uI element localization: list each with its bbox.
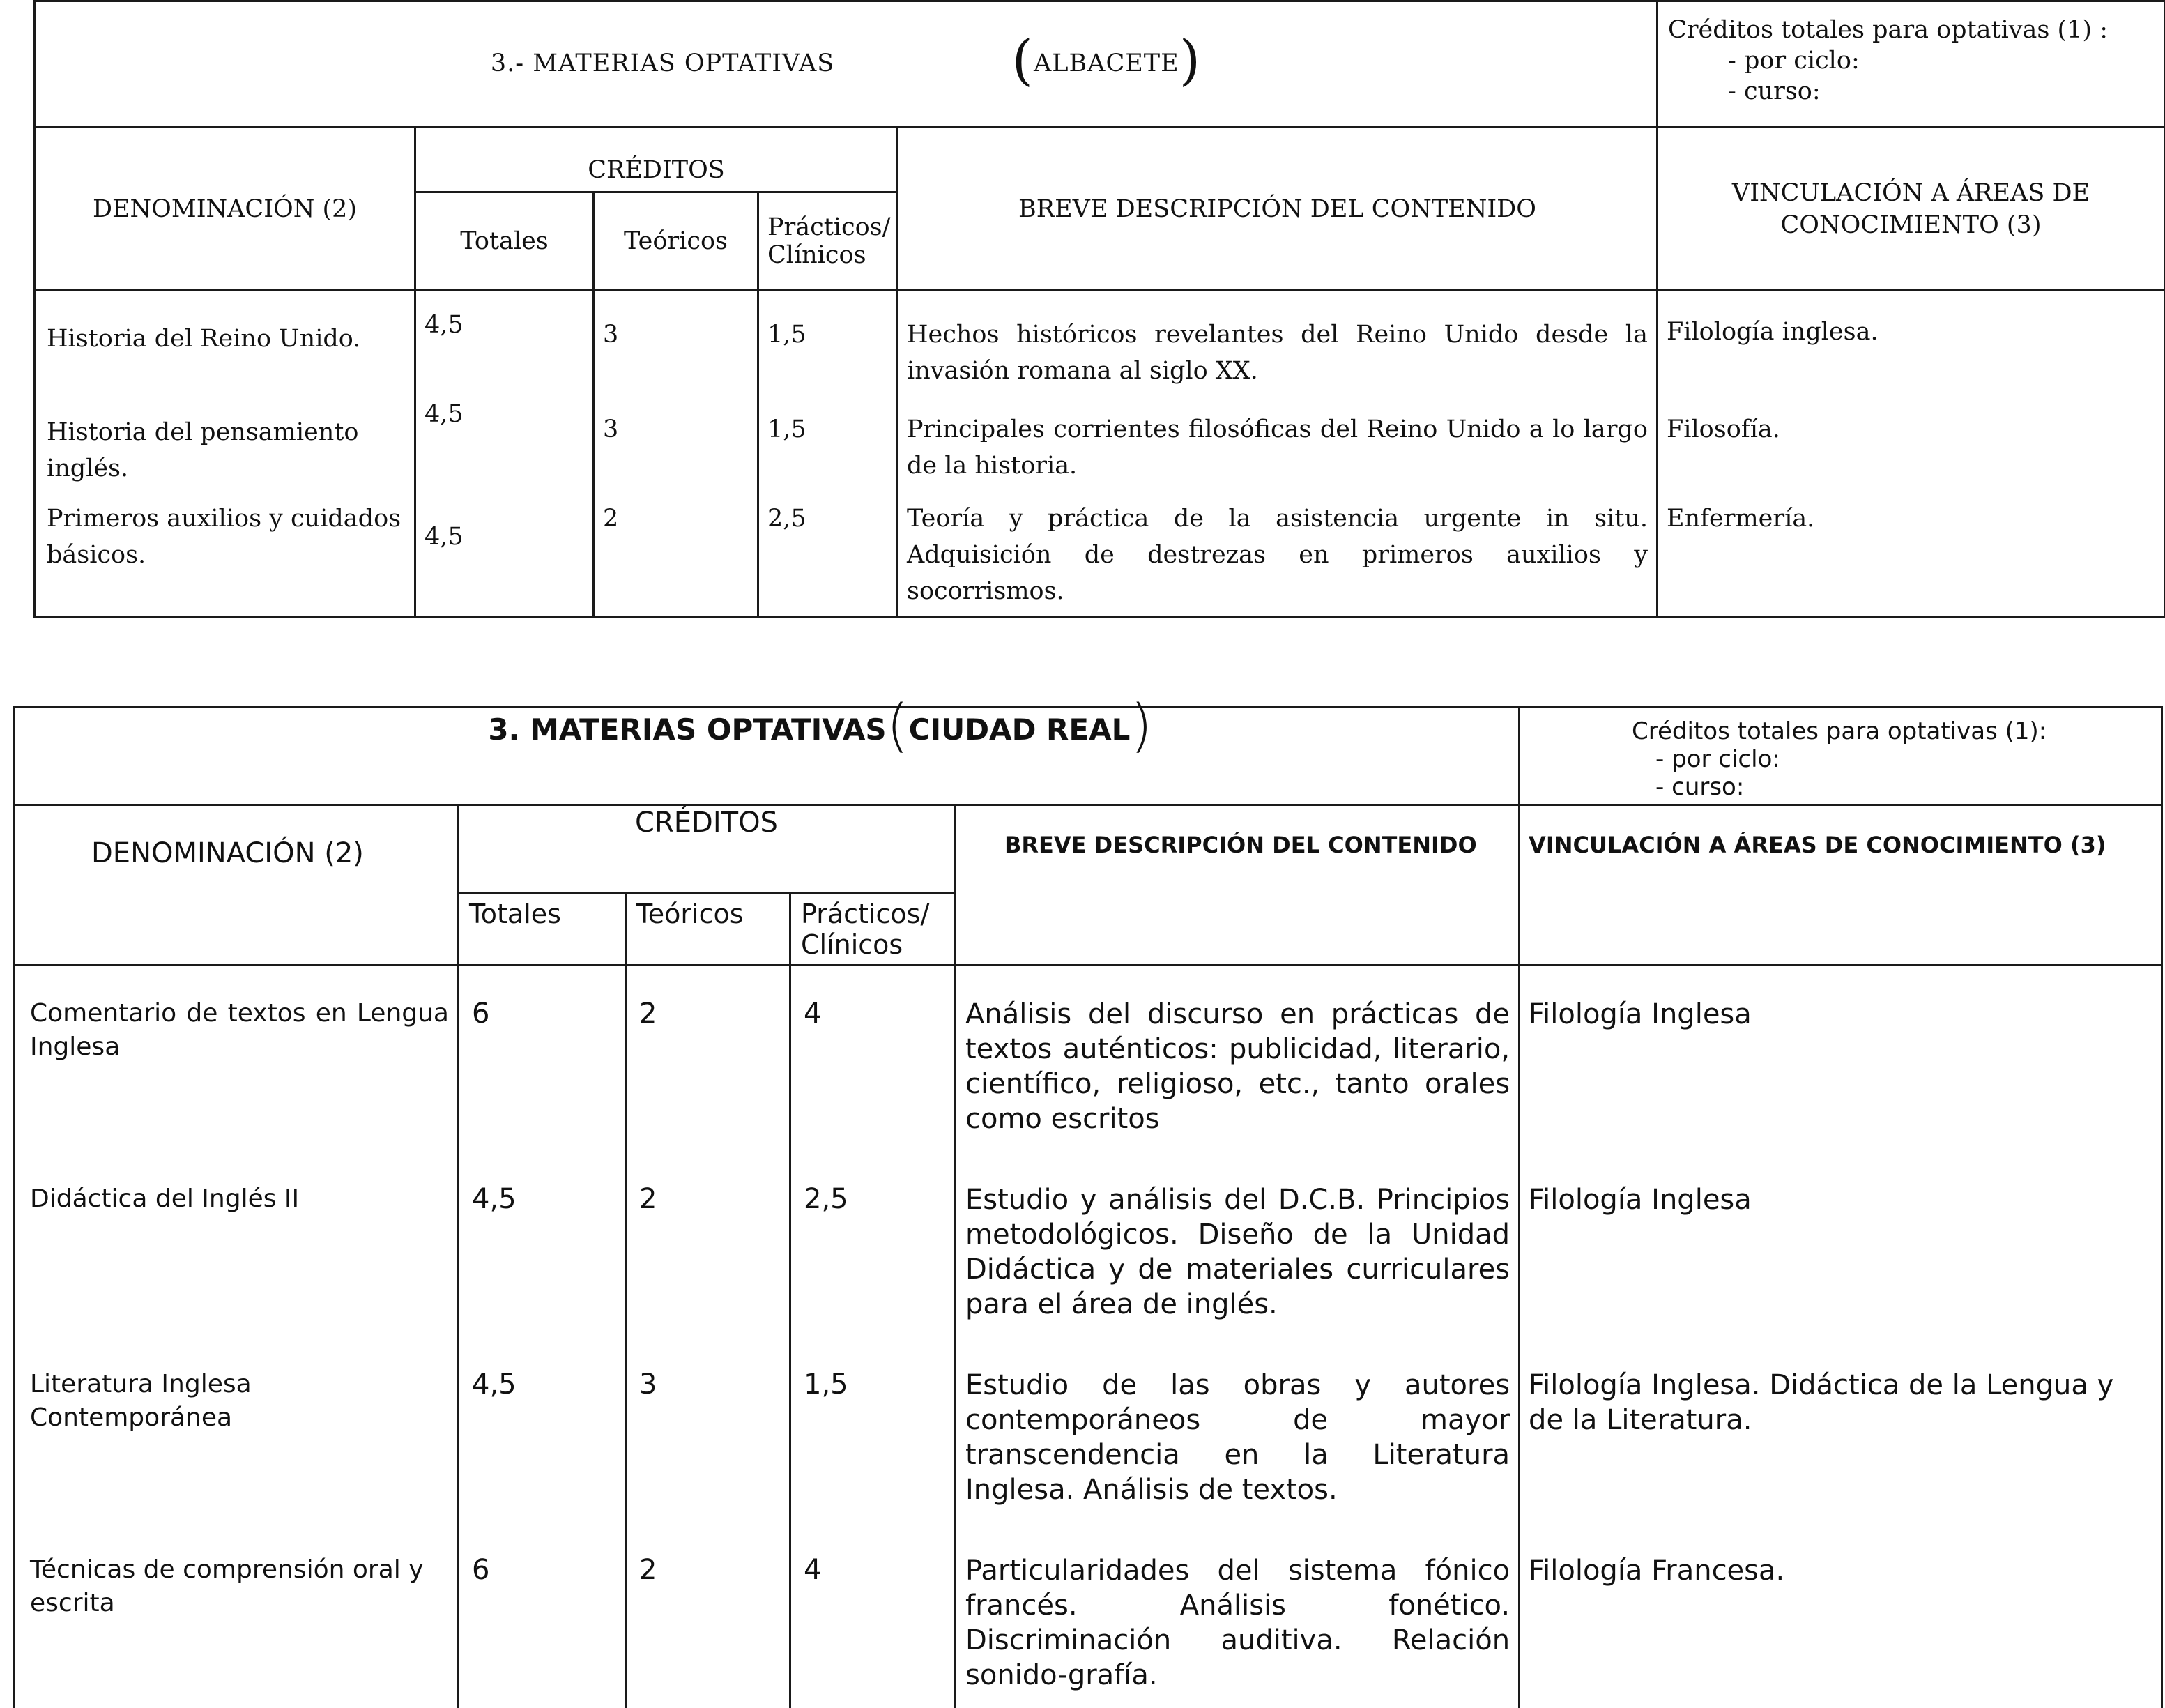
ciudad-real-row	[14, 1152, 2162, 1337]
albacete-row2-teoricos: 3	[594, 396, 758, 498]
ciudad-real-header-denominacion: DENOMINACIÓN (2)	[14, 805, 459, 966]
albacete-title-cell	[35, 1, 1658, 128]
albacete-header-denominacion: DENOMINACIÓN (2)	[35, 128, 415, 291]
ciudad-real-table	[13, 692, 2163, 1708]
ciudad-real-row1-teoricos: 2	[626, 966, 790, 1152]
ciudad-real-campus: CIUDAD REAL	[908, 712, 1131, 747]
ciudad-real-row2-vinculacion: Filología Inglesa	[1520, 1152, 2162, 1337]
albacete-title: 3.- MATERIAS OPTATIVAS	[490, 49, 835, 78]
albacete-row	[35, 396, 2165, 498]
ciudad-real-row3-totales: 4,5	[459, 1337, 626, 1523]
albacete-header-teoricos: Teóricos	[594, 192, 758, 291]
ciudad-real-header-practicos-1: Prácticos/	[801, 899, 930, 929]
albacete-row3-denominacion: Primeros auxilios y cuidados básicos.	[35, 498, 415, 618]
ciudad-real-header-vinculacion: VINCULACIÓN A ÁREAS DE CONOCIMIENTO (3)	[1520, 805, 2162, 966]
albacete-row2-totales: 4,5	[415, 396, 594, 498]
albacete-header-descripcion: BREVE DESCRIPCIÓN DEL CONTENIDO	[898, 128, 1658, 291]
ciudad-real-row3-denominacion: Literatura Inglesa Contemporánea	[14, 1337, 459, 1523]
ciudad-real-row3-practicos: 1,5	[790, 1337, 955, 1523]
ciudad-real-row2-practicos: 2,5	[790, 1152, 955, 1337]
albacete-header-creditos: CRÉDITOS	[415, 128, 898, 192]
albacete-row	[35, 498, 2165, 618]
ciudad-real-row	[14, 966, 2162, 1152]
albacete-header-vinculacion-1: VINCULACIÓN A ÁREAS DE	[1731, 178, 2090, 207]
albacete-credits-box	[1658, 1, 2165, 128]
albacete-header-vinculacion-2: CONOCIMIENTO (3)	[1780, 211, 2042, 239]
ciudad-real-header-creditos: CRÉDITOS	[459, 805, 955, 894]
ciudad-real-row	[14, 1337, 2162, 1523]
ciudad-real-row4-vinculacion: Filología Francesa.	[1520, 1523, 2162, 1708]
ciudad-real-credits-line3: - curso:	[1655, 773, 1745, 801]
albacete-row1-denominacion: Historia del Reino Unido.	[35, 291, 415, 397]
ciudad-real-row1-denominacion: Comentario de textos en Lengua Inglesa	[14, 966, 459, 1152]
ciudad-real-row4-teoricos: 2	[626, 1523, 790, 1708]
albacete-row2-practicos: 1,5	[758, 396, 898, 498]
ciudad-real-row1-totales: 6	[459, 966, 626, 1152]
albacete-campus: ALBACETE	[1033, 49, 1179, 78]
ciudad-real-header-teoricos: Teóricos	[626, 894, 790, 966]
albacete-row	[35, 291, 2165, 397]
ciudad-real-credits-box	[1520, 707, 2162, 805]
albacete-row1-totales: 4,5	[415, 291, 594, 397]
albacete-header-practicos-1: Prácticos/	[767, 213, 891, 241]
albacete-header-practicos	[758, 192, 898, 291]
albacete-header-totales: Totales	[415, 192, 594, 291]
albacete-row1-teoricos: 3	[594, 291, 758, 397]
albacete-header-practicos-2: Clínicos	[767, 241, 866, 269]
ciudad-real-row3-vinculacion: Filología Inglesa. Didáctica de la Lengua y de la Literatura.	[1520, 1337, 2162, 1523]
ciudad-real-credits-line1: Créditos totales para optativas (1):	[1632, 717, 2047, 745]
ciudad-real-paren-close: )	[1130, 692, 1153, 759]
ciudad-real-row1-descripcion: Análisis del discurso en prácticas de textos auténticos: publicidad, literario, científico, religioso, etc., tanto orales como escritos	[955, 966, 1520, 1152]
ciudad-real-row3-teoricos: 3	[626, 1337, 790, 1523]
ciudad-real-header-descripcion: BREVE DESCRIPCIÓN DEL CONTENIDO	[955, 805, 1520, 966]
ciudad-real-row1-practicos: 4	[790, 966, 955, 1152]
ciudad-real-row2-denominacion: Didáctica del Inglés II	[14, 1152, 459, 1337]
ciudad-real-credits-line2: - por ciclo:	[1655, 745, 1780, 773]
albacete-credits-line2: - por ciclo:	[1728, 47, 1860, 75]
albacete-table	[33, 0, 2165, 618]
albacete-row2-denominacion: Historia del pensamiento inglés.	[35, 396, 415, 498]
ciudad-real-paren-open: (	[886, 692, 909, 759]
albacete-row3-vinculacion: Enfermería.	[1658, 498, 2165, 618]
ciudad-real-row4-denominacion: Técnicas de comprensión oral y escrita	[14, 1523, 459, 1708]
ciudad-real-row2-teoricos: 2	[626, 1152, 790, 1337]
ciudad-real-row4-totales: 6	[459, 1523, 626, 1708]
ciudad-real-row1-vinculacion: Filología Inglesa	[1520, 966, 2162, 1152]
ciudad-real-header-totales: Totales	[459, 894, 626, 966]
ciudad-real-header-practicos	[790, 894, 955, 966]
ciudad-real-row	[14, 1523, 2162, 1708]
albacete-row3-teoricos: 2	[594, 498, 758, 618]
ciudad-real-row3-descripcion: Estudio de las obras y autores contemporáneos de mayor transcendencia en la Literatura Inglesa. Análisis de textos.	[955, 1337, 1520, 1523]
ciudad-real-row2-descripcion: Estudio y análisis del D.C.B. Principios metodológicos. Diseño de la Unidad Didáctica y de materiales curriculares para el área de inglés.	[955, 1152, 1520, 1337]
albacete-credits-line3: - curso:	[1728, 77, 1821, 105]
albacete-row2-vinculacion: Filosofía.	[1658, 396, 2165, 498]
albacete-row1-descripcion: Hechos históricos revelantes del Reino Unido desde la invasión romana al siglo XX.	[898, 291, 1658, 397]
ciudad-real-title: 3. MATERIAS OPTATIVAS	[488, 712, 887, 747]
ciudad-real-title-cell	[14, 692, 1520, 805]
albacete-row3-totales: 4,5	[415, 498, 594, 618]
albacete-header-vinculacion	[1658, 128, 2165, 291]
albacete-row3-practicos: 2,5	[758, 498, 898, 618]
albacete-row2-descripcion: Principales corrientes filosóficas del Reino Unido a lo largo de la historia.	[898, 396, 1658, 498]
albacete-row1-vinculacion: Filología inglesa.	[1658, 291, 2165, 397]
albacete-row1-practicos: 1,5	[758, 291, 898, 397]
albacete-credits-line1: Créditos totales para optativas (1) :	[1668, 16, 2108, 44]
ciudad-real-row4-descripcion: Particularidades del sistema fónico francés. Análisis fonético. Discriminación auditiva. Relación sonido-grafía.	[955, 1523, 1520, 1708]
albacete-paren-close: )	[1179, 29, 1202, 92]
ciudad-real-row2-totales: 4,5	[459, 1152, 626, 1337]
albacete-paren-open: (	[1011, 29, 1034, 92]
albacete-row3-descripcion: Teoría y práctica de la asistencia urgente in situ. Adquisición de destrezas en primeros auxilios y socorrismos.	[898, 498, 1658, 618]
ciudad-real-row4-practicos: 4	[790, 1523, 955, 1708]
ciudad-real-header-practicos-2: Clínicos	[801, 929, 903, 960]
